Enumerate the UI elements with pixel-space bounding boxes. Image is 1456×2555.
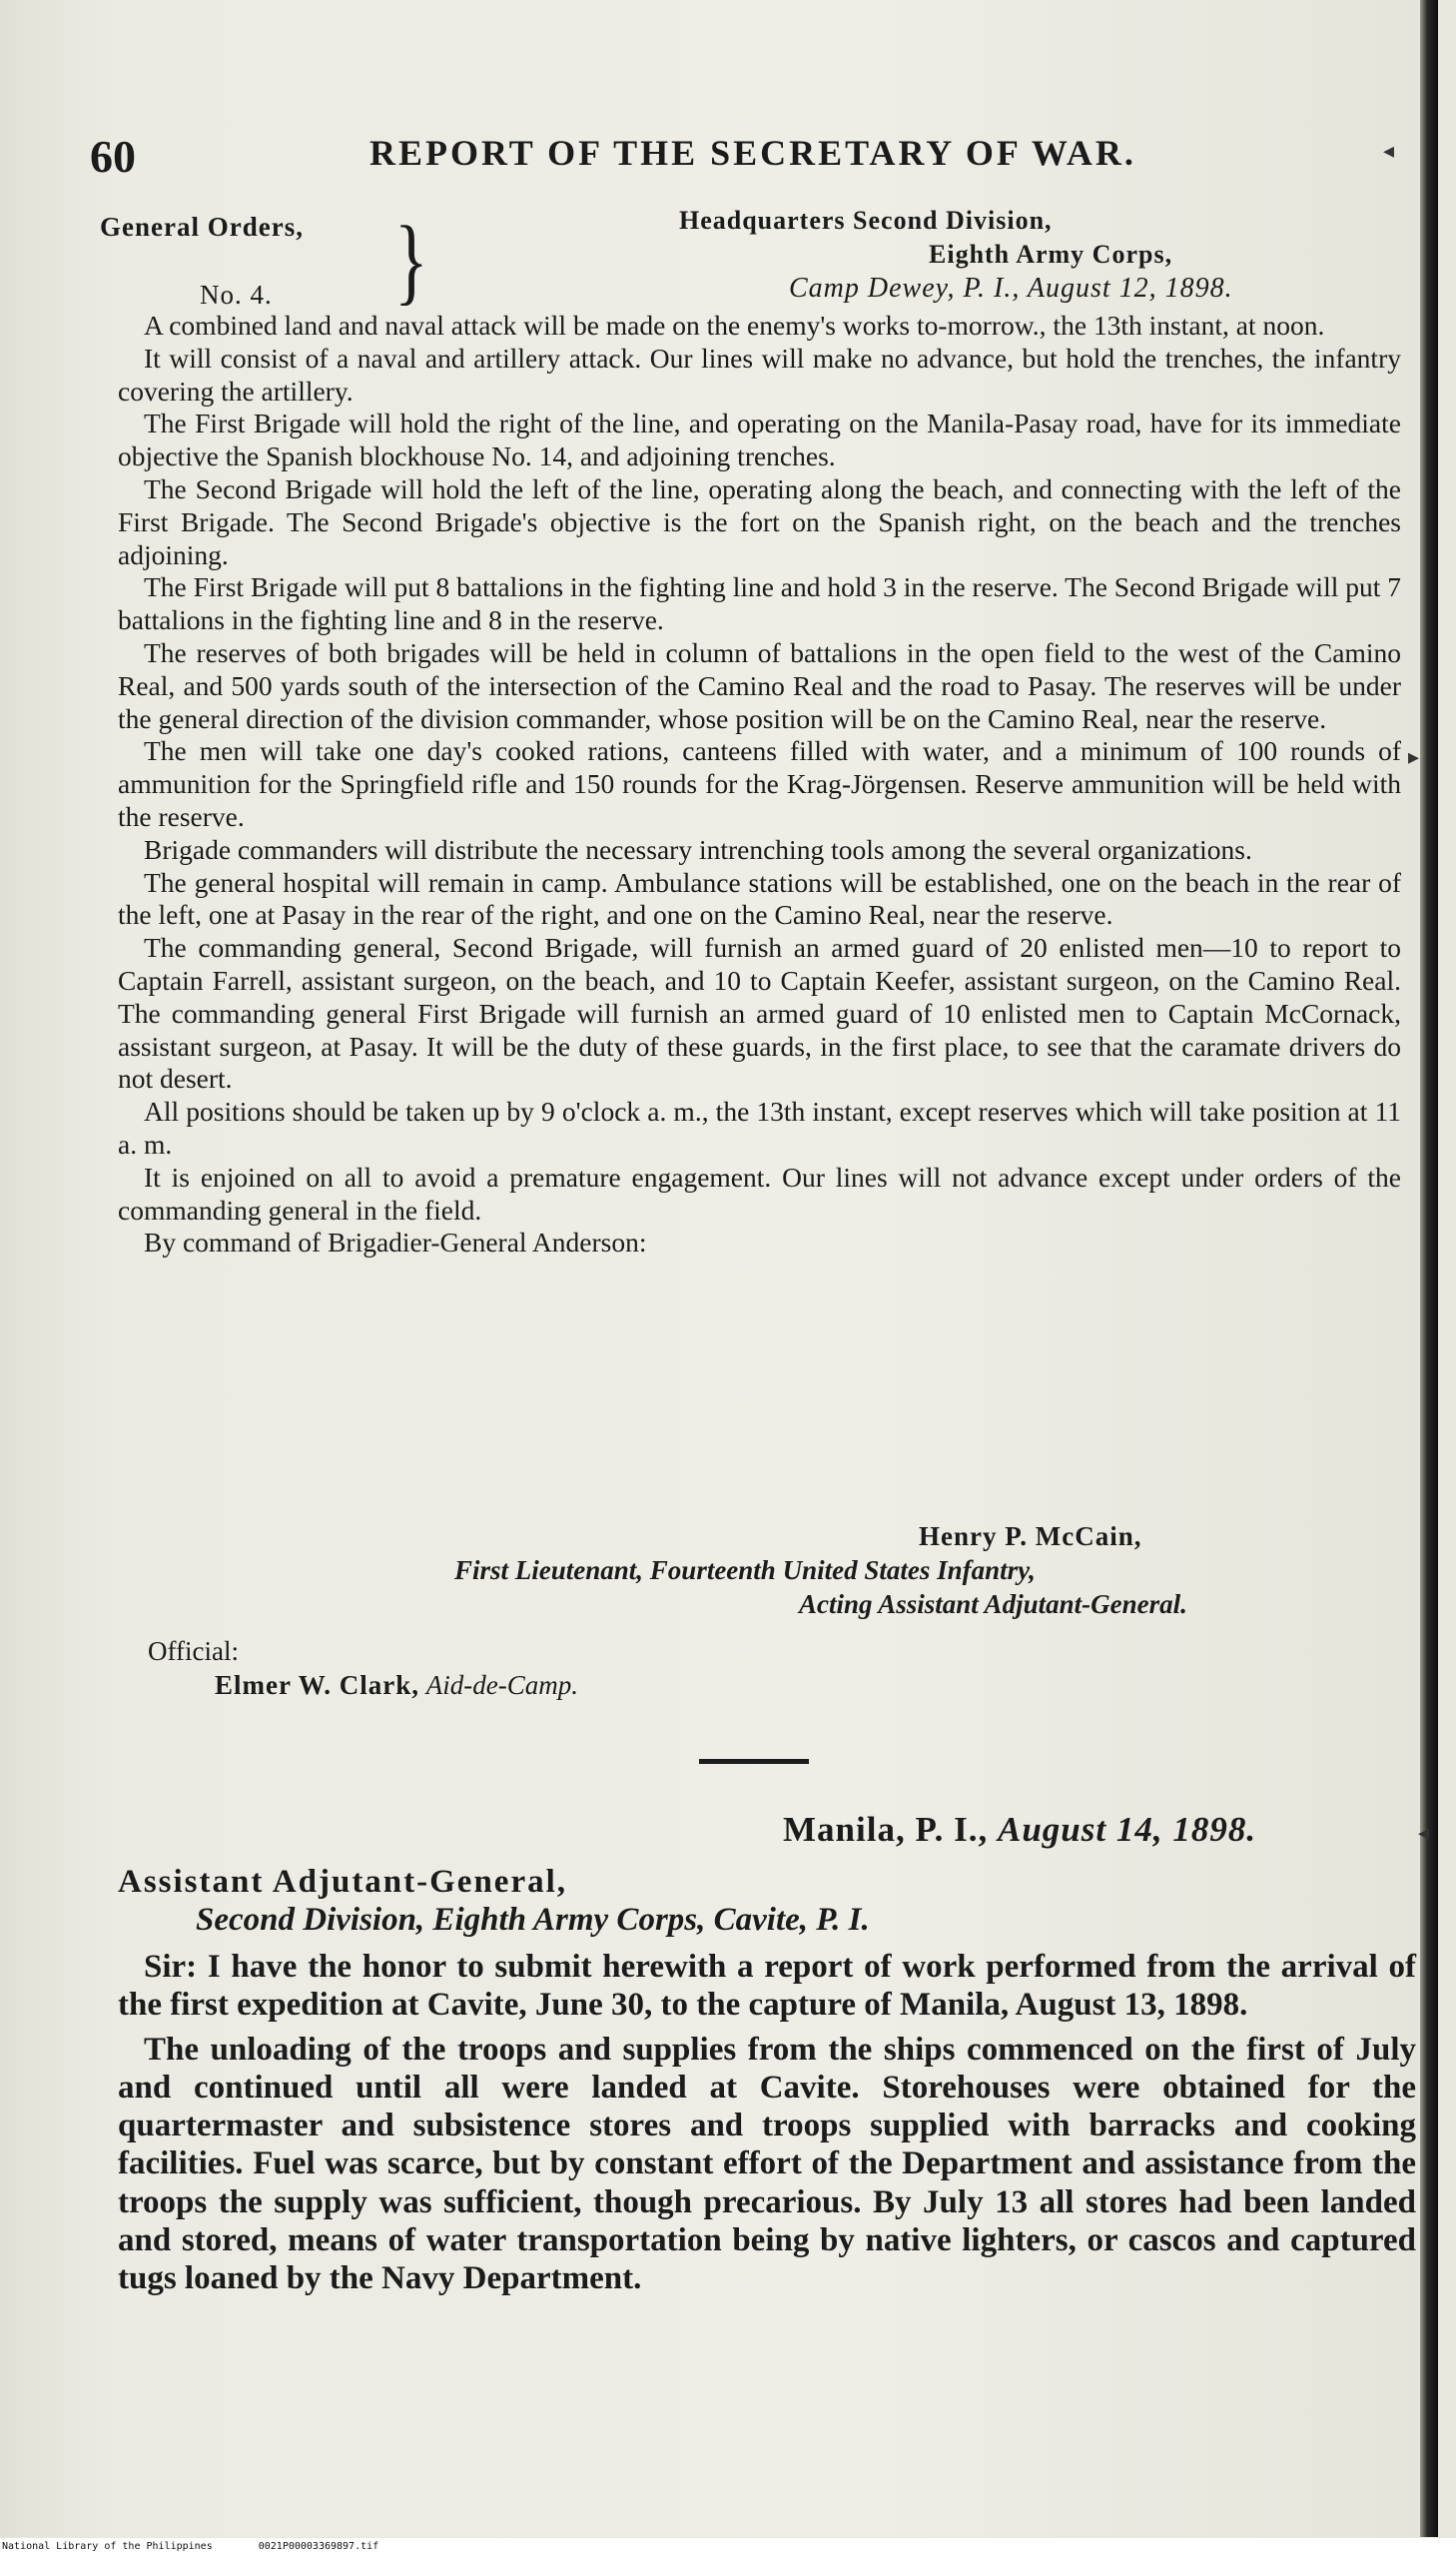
scan-speck: ▸: [1408, 744, 1420, 769]
scan-footer: [0, 2538, 1456, 2555]
orders-paragraph: All positions should be taken up by 9 o'clock a. m., the 13th instant, except reserves which will take position at 11 a. m.: [118, 1096, 1401, 1160]
letter-dateline: [783, 1810, 1256, 1850]
hq-dateline: Camp Dewey, P. I., August 12, 1898.: [789, 273, 1233, 304]
page-number: 60: [90, 131, 136, 182]
headquarters-block: [679, 204, 1378, 306]
official-signature: [215, 1670, 578, 1701]
brace-divider: }: [394, 207, 428, 316]
scan-speck: ◂: [1383, 138, 1395, 163]
official-rank: Aid-de-Camp.: [425, 1670, 578, 1700]
orders-paragraph: The general hospital will remain in camp. Ambulance stations will be established, one on the beach in the rear of the left, one at Pasay in the rear of the right, and one on the Camino Real, near the reserve.: [118, 866, 1401, 931]
letter-date: August 14, 1898.: [998, 1810, 1257, 1849]
page-header: [90, 120, 1398, 180]
letter-body: [118, 1948, 1416, 2304]
orders-number: No. 4.: [200, 280, 273, 310]
official-name: Elmer W. Clark,: [215, 1670, 420, 1700]
section-divider: [699, 1759, 809, 1764]
orders-paragraph: The First Brigade will hold the right of the line, and operating on the Manila-Pasay road, have for its immediate objective the Spanish blockhouse No. 14, and adjoining trenches.: [118, 408, 1401, 472]
running-head: REPORT OF THE SECRETARY OF WAR.: [369, 133, 1136, 173]
scan-speck: ◂: [1418, 1820, 1430, 1845]
orders-paragraph: It will consist of a naval and artillery attack. Our lines will make no advance, but hold the trenches, the infantry covering the artillery.: [118, 342, 1401, 407]
official-label: Official:: [148, 1636, 239, 1666]
letter-paragraph: The unloading of the troops and supplies from the ships commenced on the first of July and continued until all were landed at Cavite. Storehouses were obtained for the quartermaster and subsistence stores and troops supplied with barracks and cooking facilities. Fuel was scarce, but by constant effort of the Department and assistance from the troops the supply was sufficient, though precarious. By July 13 all stores had been landed and stored, means of water transportation being by native lighters, or cascos and captured tugs loaned by the Navy Department.: [118, 2031, 1416, 2297]
signature-name: Henry P. McCain,: [919, 1521, 1142, 1551]
orders-paragraph: A combined land and naval attack will be made on the enemy's works to-morrow., the 13th instant, at noon.: [144, 310, 1325, 341]
signature-role: Acting Assistant Adjutant-General.: [799, 1589, 1187, 1619]
letter-paragraph: Sir: I have the honor to submit herewith a report of work performed from the arrival of the first expedition at Cavite, June 30, to the capture of Manila, August 13, 1898.: [118, 1949, 1416, 2024]
addressee-line-2: Second Division, Eighth Army Corps, Cavite, P. I.: [196, 1902, 870, 1938]
hq-line-1: Headquarters Second Division,: [679, 206, 1053, 235]
orders-label-text: General Orders,: [100, 212, 304, 242]
addressee-line-1: Assistant Adjutant-General,: [118, 1864, 568, 1900]
footer-library: National Library of the Philippines: [2, 2541, 213, 2552]
orders-paragraph: The men will take one day's cooked rations, canteens filled with water, and a minimum of 100 rounds of ammunition for the Springfield rifle and 150 rounds for the Krag-Jörgensen. Reserve ammunition will be held with the reserve.: [118, 735, 1401, 832]
orders-paragraph: Brigade commanders will distribute the necessary intrenching tools among the several organizations.: [144, 833, 1252, 865]
orders-paragraph: The commanding general, Second Brigade, will furnish an armed guard of 20 enlisted men—10 to report to Captain Farrell, assistant surgeon, on the beach, and 10 to Captain Keefer, assistant surgeon, on the Camino Real. The commanding general First Brigade will furnish an armed guard of 10 enlisted men to Captain McCornack, assistant surgeon, at Pasay. It will be the duty of these guards, in the first place, to see that the caramate drivers do not desert.: [118, 932, 1401, 1095]
general-orders-label: [100, 212, 304, 310]
signature-title: First Lieutenant, Fourteenth United States Infantry,: [454, 1555, 1036, 1585]
orders-body: [118, 310, 1401, 1260]
page-binding-edge: [1420, 0, 1438, 2537]
orders-paragraph: The Second Brigade will hold the left of the line, operating along the beach, and connecting with the left of the First Brigade. The Second Brigade's objective is the fort on the Spanish right, on the beach and the trenches adjoining.: [118, 472, 1401, 570]
orders-paragraph: It is enjoined on all to avoid a premature engagement. Our lines will not advance except under orders of the commanding general in the field.: [118, 1161, 1401, 1226]
letter-place: Manila, P. I.,: [783, 1810, 989, 1849]
hq-line-2: Eighth Army Corps,: [929, 240, 1173, 269]
orders-paragraph: The reserves of both brigades will be held in column of battalions in the open field to the west of the Camino Real, and 500 yards south of the intersection of the Camino Real and the road to Pasay. The reserves will be under the general direction of the division commander, whose position will be on the Camino Real, near the reserve.: [118, 636, 1401, 734]
footer-file: 0021P00003369897.tif: [258, 2541, 379, 2552]
orders-paragraph: By command of Brigadier-General Anderson:: [144, 1227, 647, 1259]
orders-paragraph: The First Brigade will put 8 battalions in the fighting line and hold 3 in the reserve. The Second Brigade will put 7 battalions in the fighting line and 8 in the reserve.: [118, 571, 1401, 636]
